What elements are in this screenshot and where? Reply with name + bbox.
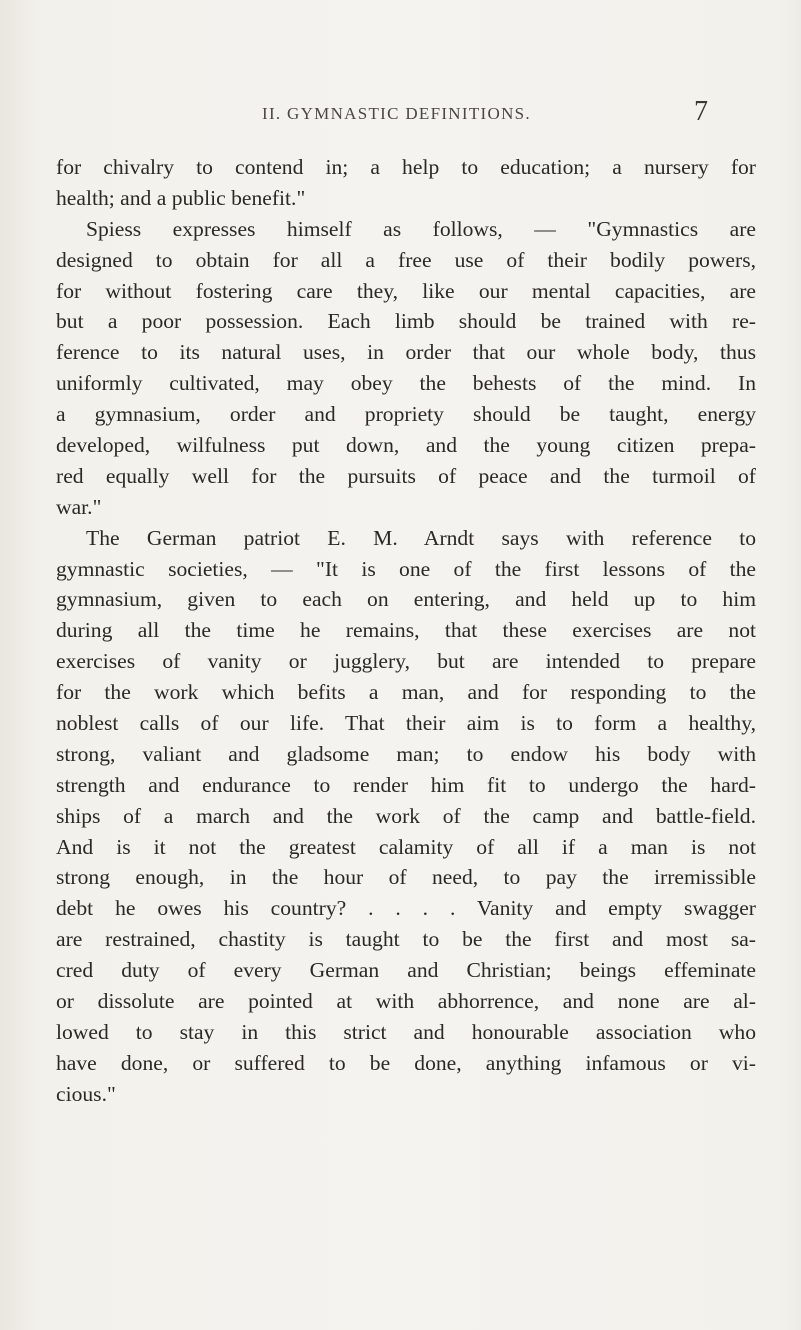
text-line: strong, valiant and gladsome man; to endow his body with (56, 741, 756, 766)
text-line: cious." (56, 1081, 116, 1106)
text-line: debt he owes his country? . . . . Vanity and empty swagger (56, 896, 756, 921)
text-line: are restrained, chastity is taught to be the first and most sa- (56, 927, 756, 952)
text-line: uniformly cultivated, may obey the behests of the mind. In (56, 371, 756, 396)
text-line: red equally well for the pursuits of peace and the turmoil of (56, 463, 756, 488)
text-line: strength and endurance to render him fit to undergo the hard- (56, 772, 756, 797)
paragraph-start-line: The German patriot E. M. Arndt says with reference to (86, 525, 756, 550)
text-line: or dissolute are pointed at with abhorrence, and none are al- (56, 989, 756, 1014)
text-line: gymnastic societies, — "It is one of the first lessons of the (56, 556, 756, 581)
paragraph-start-line: Spiess expresses himself as follows, — "Gymnastics are (86, 216, 756, 241)
text-line: noblest calls of our life. That their aim is to form a healthy, (56, 711, 756, 736)
text-line: have done, or suffered to be done, anything infamous or vi- (56, 1050, 756, 1075)
text-line: during all the time he remains, that these exercises are not (56, 618, 756, 643)
text-line: cred duty of every German and Christian; beings effeminate (56, 958, 756, 983)
page-number: 7 (694, 96, 708, 127)
text-line: for chivalry to contend in; a help to education; a nursery for (56, 155, 756, 179)
text-line: a gymnasium, order and propriety should be taught, energy (56, 402, 756, 427)
text-line: war." (56, 494, 102, 519)
text-line: ships of a march and the work of the camp and battle-field. (56, 803, 756, 828)
running-header (0, 96, 801, 130)
text-line: but a poor possession. Each limb should be trained with re- (56, 309, 756, 334)
text-line: developed, wilfulness put down, and the young citizen prepa- (56, 433, 756, 458)
text-line: strong enough, in the hour of need, to pay the irremissible (56, 865, 756, 890)
text-line: designed to obtain for all a free use of their bodily powers, (56, 247, 756, 272)
text-line: And is it not the greatest calamity of all if a man is not (56, 834, 756, 859)
text-line: for the work which befits a man, and for responding to the (56, 680, 756, 705)
text-line: lowed to stay in this strict and honourable association who (56, 1019, 756, 1044)
text-line: gymnasium, given to each on entering, and held up to him (56, 587, 756, 612)
text-line: health; and a public benefit." (56, 185, 306, 210)
running-title: II. GYMNASTIC DEFINITIONS. (262, 104, 531, 123)
text-line: for without fostering care they, like our mental capacities, are (56, 278, 756, 303)
text-line: exercises of vanity or jugglery, but are intended to prepare (56, 649, 756, 674)
body-text (56, 152, 756, 1110)
text-line: ference to its natural uses, in order that our whole body, thus (56, 340, 756, 365)
